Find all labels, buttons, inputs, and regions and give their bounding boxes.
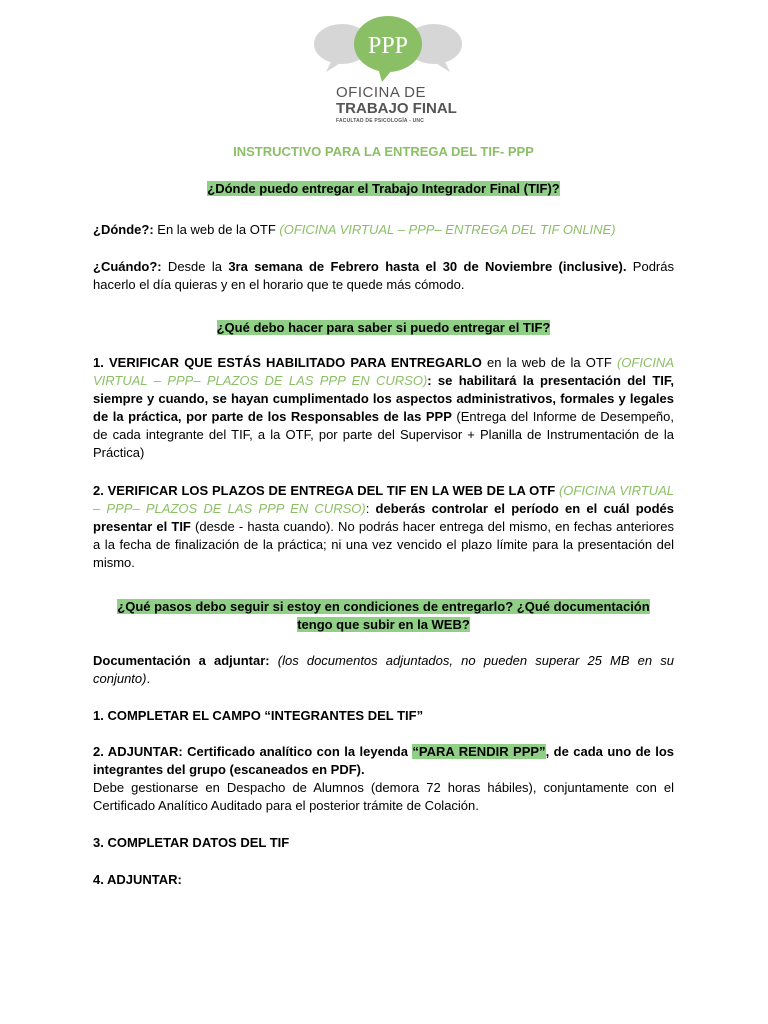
item-3-text: 3. COMPLETAR DATOS DEL TIF (93, 835, 290, 850)
step-2-heading: 2. VERIFICAR LOS PLAZOS DE ENTREGA DEL TIF EN LA WEB DE LA OTF (93, 483, 556, 498)
step-1-detail: (Entrega del Informe de Desempeño, de cada integrante del TIF, a la OTF, por parte del Supervisor + Planilla de Instrumentación de la Práctica) (93, 409, 674, 460)
step-1-paragraph (93, 354, 674, 462)
item-4-text: 4. ADJUNTAR: (93, 872, 182, 887)
question-3-line-1: ¿Qué pasos debo seguir si estoy en condiciones de entregarlo? ¿Qué documentación (117, 599, 650, 614)
logo-badge-text: PPP (367, 33, 409, 59)
cuando-label: ¿Cuándo?: (93, 259, 162, 274)
docs-end: . (146, 671, 151, 686)
donde-label: ¿Dónde?: (93, 222, 154, 237)
logo-line-1: OFICINA DE (336, 84, 427, 101)
docs-paragraph (93, 652, 674, 688)
item-1 (93, 707, 674, 725)
step-2-paragraph (93, 482, 674, 572)
question-2 (93, 319, 674, 337)
step-2-link[interactable]: (OFICINA VIRTUAL – PPP– PLAZOS DE LAS PPP EN CURSO) (93, 483, 674, 516)
step-1-condition: : se habilitará la presentación del TIF, siempre y cuando, se hayan cumplimentado los aspectos administrativos, formales y legales de la práctica, por parte de los Responsables de las PPP (93, 373, 674, 424)
donde-text: En la web de la OTF (153, 222, 280, 237)
item-3 (93, 834, 674, 852)
cuando-pre: Desde la (161, 259, 229, 274)
donde-paragraph (93, 221, 674, 239)
otf-logo (312, 14, 464, 130)
step-2-condition: deberás controlar el período en el cuál podés presentar el TIF (93, 501, 674, 534)
question-3-line-2: tengo que subir en la WEB? (297, 617, 470, 632)
item-2-note: Debe gestionarse en Despacho de Alumnos (demora 72 horas hábiles), conjuntamente con el Certificado Analítico Auditado para el posterior trámite de Colación. (93, 780, 674, 813)
cuando-rest: Podrás hacerlo el día quieras y en el horario que te quede más cómodo. (93, 259, 674, 292)
step-1-text: en la web de la OTF (481, 355, 617, 370)
question-2-text: ¿Qué debo hacer para saber si puedo entregar el TIF? (216, 320, 551, 335)
docs-note: (los documentos adjuntados, no pueden superar 25 MB en su conjunto) (93, 653, 674, 686)
step-2-colon: : (365, 501, 376, 516)
step-1-heading: 1. VERIFICAR QUE ESTÁS HABILITADO PARA ENTREGARLO (93, 355, 482, 370)
question-1 (93, 180, 674, 198)
cuando-paragraph (93, 258, 674, 294)
item-2 (93, 743, 674, 779)
logo-line-2: TRABAJO FINAL (336, 100, 457, 117)
question-3 (93, 598, 674, 634)
document-title: INSTRUCTIVO PARA LA ENTREGA DEL TIF- PPP (233, 144, 534, 159)
speech-bubbles-icon (312, 14, 464, 84)
item-2-legend: “PARA RENDIR PPP” (412, 744, 546, 759)
docs-label: Documentación a adjuntar: (93, 653, 270, 668)
cuando-dates: 3ra semana de Febrero hasta el 30 de Noviembre (inclusive). (228, 259, 627, 274)
item-1-text: 1. COMPLETAR EL CAMPO “INTEGRANTES DEL TIF” (93, 708, 424, 723)
step-2-detail: (desde - hasta cuando). No podrás hacer entrega del mismo, en fechas anteriores a la fecha de finalización de la práctica; ni una vez vencido el plazo límite para la presentación del mismo. (93, 519, 674, 570)
donde-link[interactable]: (OFICINA VIRTUAL – PPP– ENTREGA DEL TIF ONLINE) (279, 222, 616, 237)
question-1-text: ¿Dónde puedo entregar el Trabajo Integrador Final (TIF)? (207, 181, 560, 196)
item-4 (93, 871, 674, 889)
step-1-link[interactable]: (OFICINA VIRTUAL – PPP– PLAZOS DE LAS PPP EN CURSO) (93, 355, 674, 388)
logo-line-3: FACULTAD DE PSICOLOGÍA - UNC (336, 118, 425, 124)
item-2-detail: , de cada uno de los integrantes del grupo (escaneados en PDF). (93, 744, 675, 777)
item-2-heading: 2. ADJUNTAR: Certificado analítico con la leyenda (93, 744, 413, 759)
